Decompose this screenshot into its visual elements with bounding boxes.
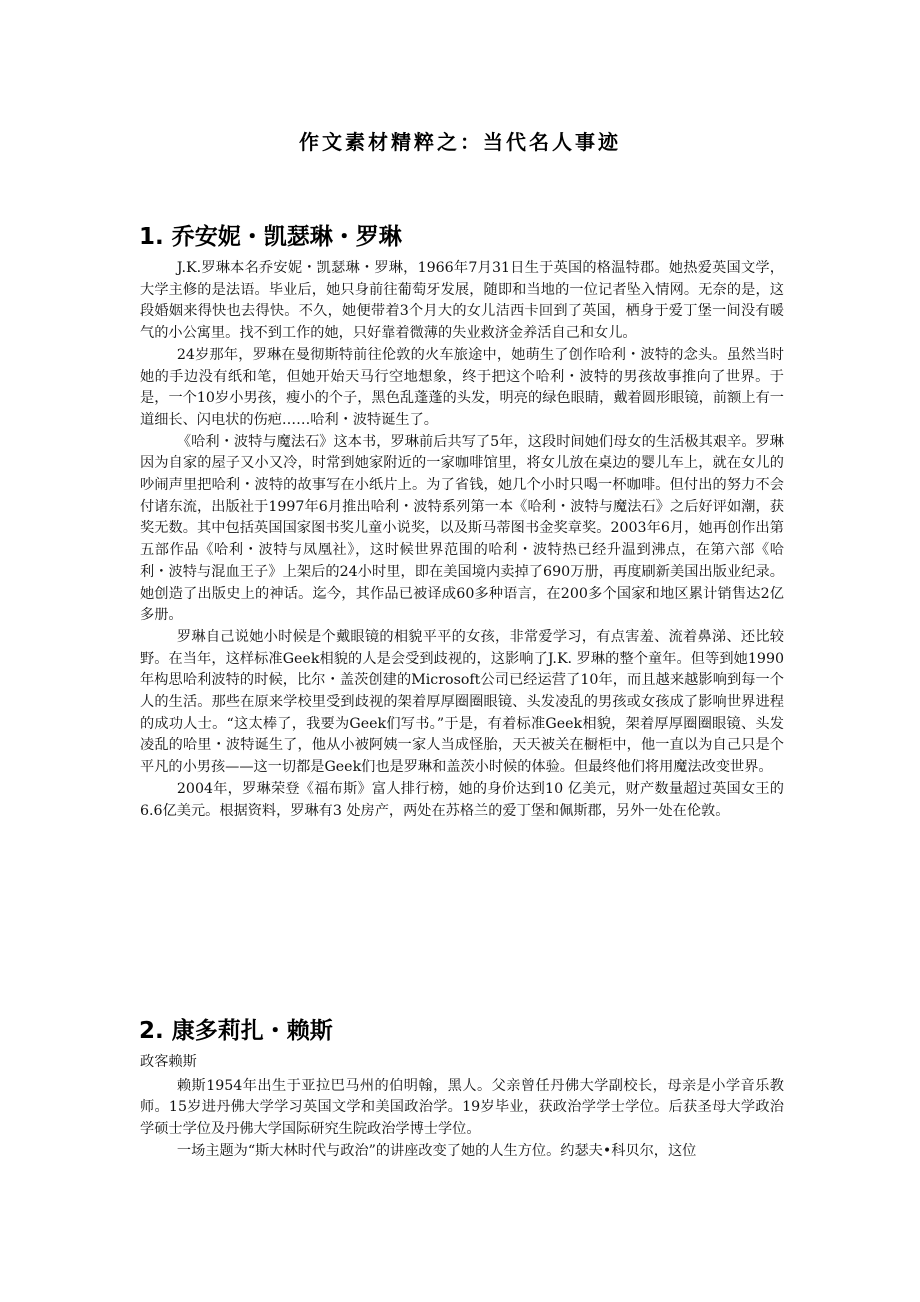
paragraph: 赖斯1954年出生于亚拉巴马州的伯明翰，黑人。父亲曾任丹佛大学副校长，母亲是小学音乐教师。15岁进丹佛大学学习英国文学和美国政治学。19岁毕业，获政治学学士学位。后获圣母大学政治学硕士学位及丹佛大学国际研究生院政治学博士学位。 bbox=[140, 1077, 784, 1138]
paragraph: 罗琳自己说她小时候是个戴眼镜的相貌平平的女孩，非常爱学习，有点害羞、流着鼻涕、还比较野。在当年，这样标准Geek相貌的人是会受到歧视的，这影响了J.K. 罗琳的整个童年。但等到她1990年构思哈利波特的时候，比尔・盖茨创建的Microsoft公司已经运营了10年，而且越来越影响到每一个人的生活。那些在原来学校里受到歧视的架着厚厚圈圈眼镜、头发凌乱的男孩或女孩成了影响世界进程的成功人士。“这太棒了，我要为Geek们写书。”于是，有着标准Geek相貌，架着厚厚圈圈眼镜、头发凌乱的哈里・波特诞生了，他从小被阿姨一家人当成怪胎，天天被关在橱柜中，他一直以为自己只是个平凡的小男孩——这一切都是Geek们也是罗琳和盖茨小时候的体验。但最终他们将用魔法改变世界。 bbox=[140, 628, 784, 776]
document-title: 作文素材精粹之：当代名人事迹 bbox=[299, 130, 621, 154]
paragraph: 24岁那年，罗琳在曼彻斯特前往伦敦的火车旅途中，她萌生了创作哈利・波特的念头。虽然当时她的手边没有纸和笔，但她开始天马行空地想象，终于把这个哈利・波特的男孩故事推向了世界。于是，一个10岁小男孩，瘦小的个子，黑色乱蓬蓬的头发，明亮的绿色眼睛，戴着圆形眼镜，前额上有一道细长、闪电状的伤疤……哈利・波特诞生了。 bbox=[140, 346, 784, 428]
section-heading-rice: 2. 康多莉扎・赖斯 bbox=[139, 1018, 333, 1044]
paragraph: 一场主题为“斯大林时代与政治”的讲座改变了她的人生方位。约瑟夫•科贝尔，这位 bbox=[176, 1142, 697, 1159]
section-subtitle: 政客赖斯 bbox=[140, 1054, 197, 1070]
section-heading-rowling: 1. 乔安妮・凯瑟琳・罗琳 bbox=[139, 224, 402, 250]
paragraph: 《哈利・波特与魔法石》这本书，罗琳前后共写了5年，这段时间她们母女的生活极其艰辛。罗琳因为自家的屋子又小又冷，时常到她家附近的一家咖啡馆里，将女儿放在桌边的婴儿车上，就在女儿的吵闹声里把哈利・波特的故事写在小纸片上。为了省钱，她几个小时只喝一杯咖啡。但付出的努力不会付诸东流，出版社于1997年6月推出哈利・波特系列第一本《哈利・波特与魔法石》之后好评如潮，获奖无数。其中包括英国国家图书奖儿童小说奖，以及斯马蒂图书金奖章奖。2003年6月，她再创作出第五部作品《哈利・波特与凤凰社》，这时候世界范围的哈利・波特热已经升温到沸点，在第六部《哈利・波特与混血王子》上架后的24小时里，即在美国境内卖掉了690万册，再度刷新美国出版业纪录。她创造了出版史上的神话。迄今，其作品已被译成60多种语言，在200多个国家和地区累计销售达2亿多册。 bbox=[140, 433, 784, 624]
section-body-rowling bbox=[140, 258, 784, 822]
paragraph: 2004年，罗琳荣登《福布斯》富人排行榜，她的身价达到10 亿美元，财产数量超过英国女王的6.6亿美元。根据资料，罗琳有3 处房产，两处在苏格兰的爱丁堡和佩斯郡，另外一处在伦敦。 bbox=[140, 780, 784, 819]
section-body-rice bbox=[140, 1052, 784, 1163]
paragraph: J.K.罗琳本名乔安妮・凯瑟琳・罗琳，1966年7月31日生于英国的格温特郡。她热爱英国文学，大学主修的是法语。毕业后，她只身前往葡萄牙发展，随即和当地的一位记者坠入情网。无奈的是，这段婚姻来得快也去得快。不久，她便带着3个月大的女儿洁西卡回到了英国，栖身于爱丁堡一间没有暖气的小公寓里。找不到工作的她，只好靠着微薄的失业救济金养活自己和女儿。 bbox=[140, 260, 784, 342]
